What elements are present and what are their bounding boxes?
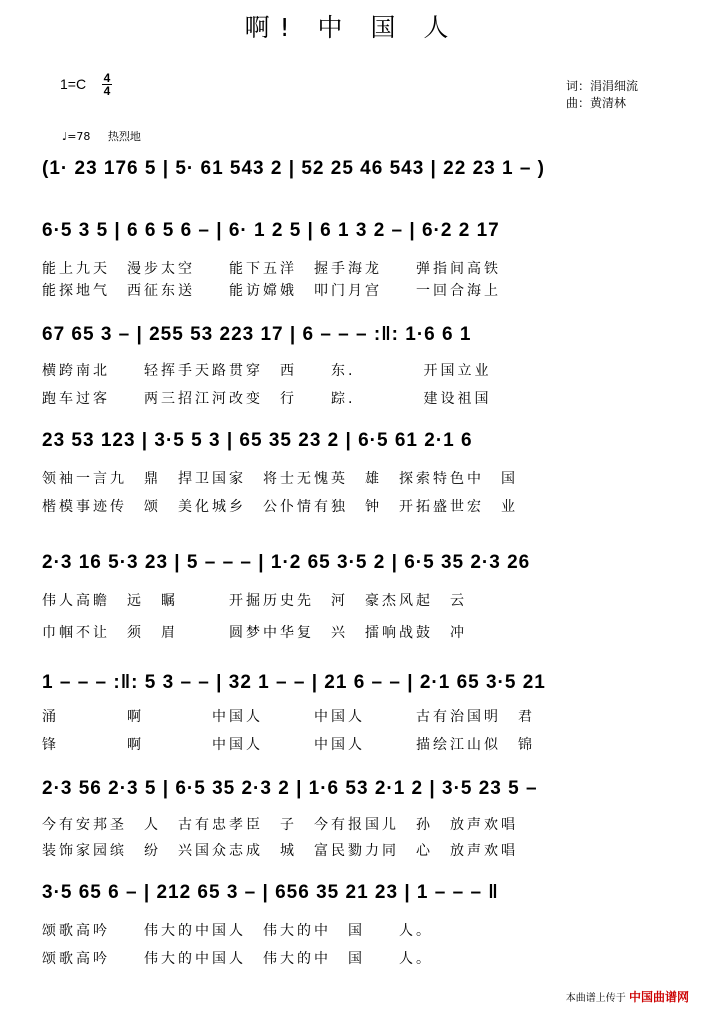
credits	[566, 78, 638, 112]
time-signature-bottom: 4	[103, 84, 111, 98]
expression-mark: 热烈地	[107, 130, 141, 143]
score-system-2-notes: 6·5 3 5 | 6 6 5 6 – | 6· 1 2 5 | 6 1 3 2 – | 6·2 2 17	[42, 220, 500, 241]
score-system-5-lyrics-verse1: 伟人高瞻 远 瞩 开掘历史先 河 豪杰风起 云	[42, 593, 467, 609]
score-system-3-lyrics-verse1: 横跨南北 轻挥手天路贯穿 西 东. 开国立业	[42, 363, 492, 379]
composer: 曲：黄清林	[566, 96, 627, 110]
score-system-3-notes: 67 65 3 – | 255 53 223 17 | 6 – – – :‖: 1·6 6 1	[42, 324, 472, 345]
score-system-2-lyrics-verse2: 能探地气 西征东送 能访嫦娥 叩门月宫 一回合海上	[42, 283, 501, 299]
site-logo-text: 中国曲谱网	[628, 990, 689, 1004]
footer-watermark	[566, 988, 689, 1005]
score-system-4-notes: 23 53 123 | 3·5 5 3 | 65 35 23 2 | 6·5 61 2·1 6	[42, 430, 473, 451]
score-system-8-notes: 3·5 65 6 – | 212 65 3 – | 656 35 21 23 | 1 – – – ‖	[42, 882, 499, 903]
score-system-5-lyrics-verse2: 巾帼不让 须 眉 圆梦中华复 兴 擂响战鼓 冲	[42, 625, 467, 641]
score-system-7-notes: 2·3 56 2·3 5 | 6·5 35 2·3 2 | 1·6 53 2·1 2 | 3·5 23 5 –	[42, 778, 538, 799]
score-system-2-lyrics-verse1: 能上九天 漫步太空 能下五洋 握手海龙 弹指间高铁	[42, 261, 501, 277]
score-system-3-lyrics-verse2: 跑车过客 两三招江河改变 行 踪. 建设祖国	[42, 391, 492, 407]
score-system-8-lyrics-verse1: 颂歌高吟 伟大的中国人 伟大的中 国 人。	[42, 923, 433, 939]
time-signature-top: 4	[103, 71, 111, 85]
score-system-7-lyrics-verse1: 今有安邦圣 人 古有忠孝臣 子 今有报国儿 孙 放声欢唱	[42, 817, 518, 833]
score-system-4-lyrics-verse2: 楷模事迹传 颂 美化城乡 公仆情有独 钟 开拓盛世宏 业	[42, 499, 518, 515]
tempo-value: ♩=78	[62, 130, 91, 143]
score-system-5-notes: 2·3 16 5·3 23 | 5 – – – | 1·2 65 3·5 2 | 6·5 35 2·3 26	[42, 552, 531, 573]
score-system-7-lyrics-verse2: 装饰家园缤 纷 兴国众志成 城 富民勠力同 心 放声欢唱	[42, 843, 518, 859]
tempo-marking	[62, 128, 141, 144]
footer-prefix: 本曲谱上传于	[565, 993, 626, 1004]
score-system-6-lyrics-verse1: 涌 啊 中国人 中国人 古有治国明 君	[42, 709, 535, 725]
lyricist: 词：涓涓细流	[566, 79, 639, 93]
score-system-4-lyrics-verse1: 领袖一言九 鼎 捍卫国家 将士无愧英 雄 探索特色中 国	[42, 471, 518, 487]
score-system-8-lyrics-verse2: 颂歌高吟 伟大的中国人 伟大的中 国 人。	[42, 951, 433, 967]
score-system-1-notes: (1· 23 176 5 | 5· 61 543 2 | 52 25 46 543 | 22 23 1 – )	[42, 158, 545, 179]
key-signature: 1=C	[60, 76, 87, 92]
time-signature	[102, 72, 112, 97]
score-system-6-lyrics-verse2: 锋 啊 中国人 中国人 描绘江山似 锦	[42, 737, 535, 753]
page-title: 啊! 中 国 人	[244, 13, 459, 42]
score-system-6-notes: 1 – – – :‖: 5 3 – – | 32 1 – – | 21 6 – – | 2·1 65 3·5 21	[42, 672, 546, 693]
